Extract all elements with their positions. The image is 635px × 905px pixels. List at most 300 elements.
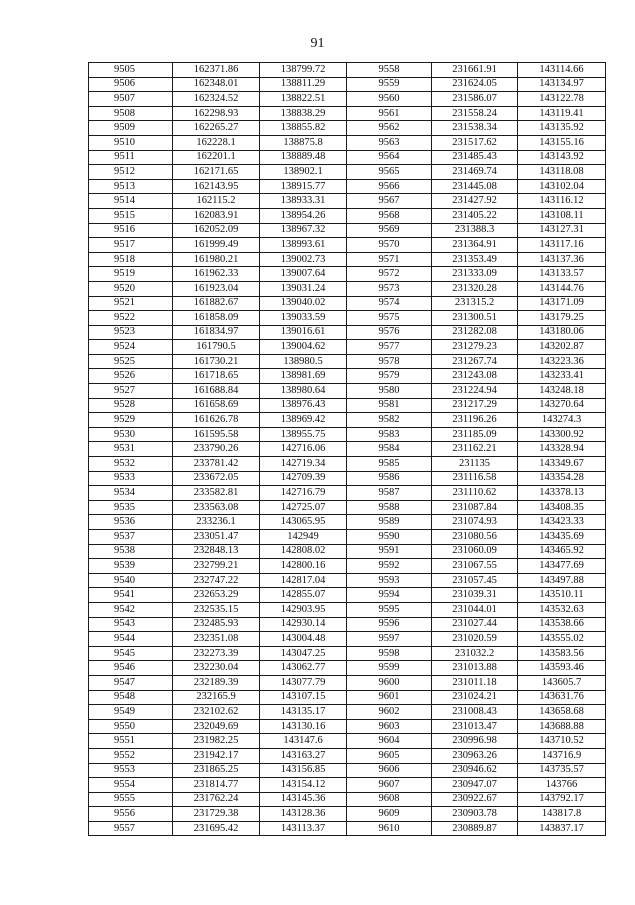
y-coordinate-cell: 143270.64 [518, 398, 606, 413]
point-id-cell: 9578 [347, 354, 432, 369]
x-coordinate-cell: 162348.01 [173, 77, 260, 92]
y-coordinate-cell: 143133.57 [518, 267, 606, 282]
point-id-cell: 9553 [89, 763, 173, 778]
x-coordinate-cell: 231364.91 [432, 238, 518, 253]
x-coordinate-cell: 231024.21 [432, 690, 518, 705]
x-coordinate-cell: 231020.59 [432, 632, 518, 647]
x-coordinate-cell: 231814.77 [173, 778, 260, 793]
y-coordinate-cell: 143354.28 [518, 471, 606, 486]
point-id-cell: 9505 [89, 63, 173, 78]
y-coordinate-cell: 142817.04 [260, 573, 347, 588]
x-coordinate-cell: 231405.22 [432, 208, 518, 223]
point-id-cell: 9528 [89, 398, 173, 413]
x-coordinate-cell: 231224.94 [432, 384, 518, 399]
table-row [89, 457, 606, 472]
x-coordinate-cell: 161980.21 [173, 252, 260, 267]
table-row [89, 471, 606, 486]
y-coordinate-cell: 143465.92 [518, 544, 606, 559]
x-coordinate-cell: 231057.45 [432, 573, 518, 588]
x-coordinate-cell: 162298.93 [173, 106, 260, 121]
y-coordinate-cell: 143497.88 [518, 573, 606, 588]
x-coordinate-cell: 231032.2 [432, 646, 518, 661]
x-coordinate-cell: 231060.09 [432, 544, 518, 559]
x-coordinate-cell: 231538.34 [432, 121, 518, 136]
x-coordinate-cell: 162171.65 [173, 165, 260, 180]
table-row [89, 792, 606, 807]
y-coordinate-cell: 142930.14 [260, 617, 347, 632]
y-coordinate-cell: 138955.75 [260, 427, 347, 442]
y-coordinate-cell: 143107.15 [260, 690, 347, 705]
table-row [89, 778, 606, 793]
x-coordinate-cell: 232485.93 [173, 617, 260, 632]
point-id-cell: 9551 [89, 734, 173, 749]
point-id-cell: 9559 [347, 77, 432, 92]
point-id-cell: 9511 [89, 150, 173, 165]
y-coordinate-cell: 139031.24 [260, 281, 347, 296]
table-row [89, 165, 606, 180]
x-coordinate-cell: 231008.43 [432, 705, 518, 720]
x-coordinate-cell: 162228.1 [173, 135, 260, 150]
y-coordinate-cell: 143145.36 [260, 792, 347, 807]
page-number: 91 [310, 36, 325, 51]
y-coordinate-cell: 143155.16 [518, 135, 606, 150]
x-coordinate-cell: 231185.09 [432, 427, 518, 442]
x-coordinate-cell: 231110.62 [432, 486, 518, 501]
point-id-cell: 9606 [347, 763, 432, 778]
table-row [89, 194, 606, 209]
table-row [89, 734, 606, 749]
x-coordinate-cell: 230889.87 [432, 821, 518, 836]
point-id-cell: 9604 [347, 734, 432, 749]
point-id-cell: 9518 [89, 252, 173, 267]
y-coordinate-cell: 139016.61 [260, 325, 347, 340]
y-coordinate-cell: 143047.25 [260, 646, 347, 661]
point-id-cell: 9541 [89, 588, 173, 603]
point-id-cell: 9556 [89, 807, 173, 822]
point-id-cell: 9514 [89, 194, 173, 209]
table-row [89, 617, 606, 632]
y-coordinate-cell: 143423.33 [518, 515, 606, 530]
point-id-cell: 9566 [347, 179, 432, 194]
y-coordinate-cell: 143837.17 [518, 821, 606, 836]
y-coordinate-cell: 139004.62 [260, 340, 347, 355]
x-coordinate-cell: 231695.42 [173, 821, 260, 836]
point-id-cell: 9587 [347, 486, 432, 501]
y-coordinate-cell: 138799.72 [260, 63, 347, 78]
point-id-cell: 9554 [89, 778, 173, 793]
x-coordinate-cell: 231243.08 [432, 369, 518, 384]
y-coordinate-cell: 143130.16 [260, 719, 347, 734]
y-coordinate-cell: 143328.94 [518, 442, 606, 457]
y-coordinate-cell: 138915.77 [260, 179, 347, 194]
point-id-cell: 9507 [89, 92, 173, 107]
x-coordinate-cell: 231427.92 [432, 194, 518, 209]
point-id-cell: 9537 [89, 530, 173, 545]
y-coordinate-cell: 143143.92 [518, 150, 606, 165]
y-coordinate-cell: 143180.06 [518, 325, 606, 340]
x-coordinate-cell: 233672.05 [173, 471, 260, 486]
y-coordinate-cell: 143792.17 [518, 792, 606, 807]
x-coordinate-cell: 161834.97 [173, 325, 260, 340]
y-coordinate-cell: 143408.35 [518, 500, 606, 515]
y-coordinate-cell: 143248.18 [518, 384, 606, 399]
x-coordinate-cell: 161962.33 [173, 267, 260, 282]
point-id-cell: 9591 [347, 544, 432, 559]
x-coordinate-cell: 231067.55 [432, 559, 518, 574]
table-row [89, 690, 606, 705]
x-coordinate-cell: 230947.07 [432, 778, 518, 793]
x-coordinate-cell: 162143.95 [173, 179, 260, 194]
table-row [89, 369, 606, 384]
x-coordinate-cell: 231333.09 [432, 267, 518, 282]
x-coordinate-cell: 161923.04 [173, 281, 260, 296]
point-id-cell: 9523 [89, 325, 173, 340]
point-id-cell: 9522 [89, 311, 173, 326]
point-id-cell: 9569 [347, 223, 432, 238]
y-coordinate-cell: 142808.02 [260, 544, 347, 559]
y-coordinate-cell: 143688.88 [518, 719, 606, 734]
table-row [89, 77, 606, 92]
y-coordinate-cell: 143716.9 [518, 748, 606, 763]
table-row [89, 340, 606, 355]
y-coordinate-cell: 143102.04 [518, 179, 606, 194]
y-coordinate-cell: 138993.61 [260, 238, 347, 253]
point-id-cell: 9570 [347, 238, 432, 253]
point-id-cell: 9531 [89, 442, 173, 457]
point-id-cell: 9530 [89, 427, 173, 442]
point-id-cell: 9532 [89, 457, 173, 472]
point-id-cell: 9576 [347, 325, 432, 340]
y-coordinate-cell: 143114.66 [518, 63, 606, 78]
table-row [89, 661, 606, 676]
x-coordinate-cell: 231135 [432, 457, 518, 472]
x-coordinate-cell: 231942.17 [173, 748, 260, 763]
point-id-cell: 9555 [89, 792, 173, 807]
y-coordinate-cell: 143349.67 [518, 457, 606, 472]
point-id-cell: 9603 [347, 719, 432, 734]
x-coordinate-cell: 233781.42 [173, 457, 260, 472]
y-coordinate-cell: 143117.16 [518, 238, 606, 253]
x-coordinate-cell: 231196.26 [432, 413, 518, 428]
x-coordinate-cell: 231624.05 [432, 77, 518, 92]
y-coordinate-cell: 143134.97 [518, 77, 606, 92]
x-coordinate-cell: 232653.29 [173, 588, 260, 603]
point-id-cell: 9540 [89, 573, 173, 588]
point-id-cell: 9506 [89, 77, 173, 92]
table-row [89, 135, 606, 150]
point-id-cell: 9534 [89, 486, 173, 501]
y-coordinate-cell: 138969.42 [260, 413, 347, 428]
y-coordinate-cell: 138933.31 [260, 194, 347, 209]
point-id-cell: 9600 [347, 675, 432, 690]
x-coordinate-cell: 233790.26 [173, 442, 260, 457]
table-row [89, 530, 606, 545]
x-coordinate-cell: 161790.5 [173, 340, 260, 355]
x-coordinate-cell: 162371.86 [173, 63, 260, 78]
x-coordinate-cell: 232848.13 [173, 544, 260, 559]
y-coordinate-cell: 139002.73 [260, 252, 347, 267]
table-row [89, 281, 606, 296]
table-row [89, 763, 606, 778]
y-coordinate-cell: 139040.02 [260, 296, 347, 311]
x-coordinate-cell: 232535.15 [173, 602, 260, 617]
point-id-cell: 9513 [89, 179, 173, 194]
point-id-cell: 9565 [347, 165, 432, 180]
point-id-cell: 9525 [89, 354, 173, 369]
point-id-cell: 9574 [347, 296, 432, 311]
point-id-cell: 9521 [89, 296, 173, 311]
x-coordinate-cell: 232230.04 [173, 661, 260, 676]
x-coordinate-cell: 161999.49 [173, 238, 260, 253]
y-coordinate-cell: 138954.26 [260, 208, 347, 223]
x-coordinate-cell: 161858.09 [173, 311, 260, 326]
table-row [89, 267, 606, 282]
x-coordinate-cell: 231729.38 [173, 807, 260, 822]
table-row [89, 413, 606, 428]
y-coordinate-cell: 138980.5 [260, 354, 347, 369]
table-row [89, 675, 606, 690]
table-row [89, 719, 606, 734]
x-coordinate-cell: 162052.09 [173, 223, 260, 238]
x-coordinate-cell: 232049.69 [173, 719, 260, 734]
y-coordinate-cell: 143065.95 [260, 515, 347, 530]
point-id-cell: 9594 [347, 588, 432, 603]
y-coordinate-cell: 143116.12 [518, 194, 606, 209]
y-coordinate-cell: 142800.16 [260, 559, 347, 574]
y-coordinate-cell: 142716.06 [260, 442, 347, 457]
x-coordinate-cell: 230922.67 [432, 792, 518, 807]
y-coordinate-cell: 142709.39 [260, 471, 347, 486]
x-coordinate-cell: 161882.67 [173, 296, 260, 311]
table-row [89, 602, 606, 617]
point-id-cell: 9542 [89, 602, 173, 617]
point-id-cell: 9599 [347, 661, 432, 676]
point-id-cell: 9581 [347, 398, 432, 413]
x-coordinate-cell: 231080.56 [432, 530, 518, 545]
x-coordinate-cell: 231267.74 [432, 354, 518, 369]
y-coordinate-cell: 143555.02 [518, 632, 606, 647]
point-id-cell: 9589 [347, 515, 432, 530]
x-coordinate-cell: 231116.58 [432, 471, 518, 486]
x-coordinate-cell: 161730.21 [173, 354, 260, 369]
point-id-cell: 9544 [89, 632, 173, 647]
point-id-cell: 9557 [89, 821, 173, 836]
x-coordinate-cell: 231469.74 [432, 165, 518, 180]
x-coordinate-cell: 231517.62 [432, 135, 518, 150]
point-id-cell: 9567 [347, 194, 432, 209]
y-coordinate-cell: 143538.66 [518, 617, 606, 632]
y-coordinate-cell: 138976.43 [260, 398, 347, 413]
point-id-cell: 9584 [347, 442, 432, 457]
x-coordinate-cell: 231315.2 [432, 296, 518, 311]
y-coordinate-cell: 143631.76 [518, 690, 606, 705]
y-coordinate-cell: 139033.59 [260, 311, 347, 326]
y-coordinate-cell: 138967.32 [260, 223, 347, 238]
x-coordinate-cell: 231586.07 [432, 92, 518, 107]
table-row [89, 325, 606, 340]
y-coordinate-cell: 143127.31 [518, 223, 606, 238]
x-coordinate-cell: 231013.47 [432, 719, 518, 734]
point-id-cell: 9609 [347, 807, 432, 822]
point-id-cell: 9586 [347, 471, 432, 486]
x-coordinate-cell: 231013.88 [432, 661, 518, 676]
y-coordinate-cell: 143274.3 [518, 413, 606, 428]
x-coordinate-cell: 231011.18 [432, 675, 518, 690]
x-coordinate-cell: 231353.49 [432, 252, 518, 267]
point-id-cell: 9575 [347, 311, 432, 326]
point-id-cell: 9563 [347, 135, 432, 150]
point-id-cell: 9568 [347, 208, 432, 223]
table-row [89, 559, 606, 574]
y-coordinate-cell: 143118.08 [518, 165, 606, 180]
table-row [89, 354, 606, 369]
y-coordinate-cell: 143605.7 [518, 675, 606, 690]
table-row [89, 150, 606, 165]
point-id-cell: 9592 [347, 559, 432, 574]
point-id-cell: 9602 [347, 705, 432, 720]
point-id-cell: 9538 [89, 544, 173, 559]
point-id-cell: 9552 [89, 748, 173, 763]
x-coordinate-cell: 232102.62 [173, 705, 260, 720]
y-coordinate-cell: 143510.11 [518, 588, 606, 603]
x-coordinate-cell: 232189.39 [173, 675, 260, 690]
point-id-cell: 9572 [347, 267, 432, 282]
y-coordinate-cell: 143710.52 [518, 734, 606, 749]
y-coordinate-cell: 143179.25 [518, 311, 606, 326]
table-row [89, 398, 606, 413]
point-id-cell: 9509 [89, 121, 173, 136]
table-row [89, 646, 606, 661]
table-row [89, 500, 606, 515]
point-id-cell: 9549 [89, 705, 173, 720]
point-id-cell: 9535 [89, 500, 173, 515]
y-coordinate-cell: 142725.07 [260, 500, 347, 515]
y-coordinate-cell: 143435.69 [518, 530, 606, 545]
y-coordinate-cell: 143300.92 [518, 427, 606, 442]
y-coordinate-cell: 143137.36 [518, 252, 606, 267]
x-coordinate-cell: 230963.26 [432, 748, 518, 763]
y-coordinate-cell: 143147.6 [260, 734, 347, 749]
y-coordinate-cell: 143163.27 [260, 748, 347, 763]
y-coordinate-cell: 138822.51 [260, 92, 347, 107]
y-coordinate-cell: 138875.8 [260, 135, 347, 150]
x-coordinate-cell: 233563.08 [173, 500, 260, 515]
point-id-cell: 9536 [89, 515, 173, 530]
x-coordinate-cell: 231388.3 [432, 223, 518, 238]
x-coordinate-cell: 231485.43 [432, 150, 518, 165]
x-coordinate-cell: 232273.39 [173, 646, 260, 661]
y-coordinate-cell: 138980.64 [260, 384, 347, 399]
x-coordinate-cell: 230996.98 [432, 734, 518, 749]
x-coordinate-cell: 231300.51 [432, 311, 518, 326]
y-coordinate-cell: 143477.69 [518, 559, 606, 574]
y-coordinate-cell: 142719.34 [260, 457, 347, 472]
point-id-cell: 9561 [347, 106, 432, 121]
table-row [89, 252, 606, 267]
x-coordinate-cell: 161658.69 [173, 398, 260, 413]
x-coordinate-cell: 231445.08 [432, 179, 518, 194]
y-coordinate-cell: 143004.48 [260, 632, 347, 647]
point-id-cell: 9582 [347, 413, 432, 428]
y-coordinate-cell: 143766 [518, 778, 606, 793]
x-coordinate-cell: 231279.23 [432, 340, 518, 355]
table-row [89, 311, 606, 326]
coordinates-table [88, 62, 606, 836]
y-coordinate-cell: 143202.87 [518, 340, 606, 355]
point-id-cell: 9573 [347, 281, 432, 296]
x-coordinate-cell: 233236.1 [173, 515, 260, 530]
point-id-cell: 9608 [347, 792, 432, 807]
x-coordinate-cell: 231982.25 [173, 734, 260, 749]
point-id-cell: 9508 [89, 106, 173, 121]
x-coordinate-cell: 230903.78 [432, 807, 518, 822]
x-coordinate-cell: 162324.52 [173, 92, 260, 107]
point-id-cell: 9550 [89, 719, 173, 734]
x-coordinate-cell: 231039.31 [432, 588, 518, 603]
point-id-cell: 9595 [347, 602, 432, 617]
x-coordinate-cell: 232799.21 [173, 559, 260, 574]
point-id-cell: 9512 [89, 165, 173, 180]
y-coordinate-cell: 143128.36 [260, 807, 347, 822]
table-row [89, 748, 606, 763]
y-coordinate-cell: 143233.41 [518, 369, 606, 384]
x-coordinate-cell: 232351.08 [173, 632, 260, 647]
point-id-cell: 9533 [89, 471, 173, 486]
table-row [89, 442, 606, 457]
point-id-cell: 9564 [347, 150, 432, 165]
x-coordinate-cell: 230946.62 [432, 763, 518, 778]
point-id-cell: 9524 [89, 340, 173, 355]
y-coordinate-cell: 143119.41 [518, 106, 606, 121]
y-coordinate-cell: 142855.07 [260, 588, 347, 603]
point-id-cell: 9519 [89, 267, 173, 282]
point-id-cell: 9545 [89, 646, 173, 661]
x-coordinate-cell: 231661.91 [432, 63, 518, 78]
x-coordinate-cell: 233582.81 [173, 486, 260, 501]
point-id-cell: 9593 [347, 573, 432, 588]
x-coordinate-cell: 233051.47 [173, 530, 260, 545]
y-coordinate-cell: 143583.56 [518, 646, 606, 661]
table-row [89, 486, 606, 501]
table-row [89, 544, 606, 559]
x-coordinate-cell: 231074.93 [432, 515, 518, 530]
point-id-cell: 9583 [347, 427, 432, 442]
point-id-cell: 9510 [89, 135, 173, 150]
x-coordinate-cell: 162115.2 [173, 194, 260, 209]
point-id-cell: 9539 [89, 559, 173, 574]
y-coordinate-cell: 143135.92 [518, 121, 606, 136]
table-row [89, 121, 606, 136]
table-row [89, 807, 606, 822]
y-coordinate-cell: 143062.77 [260, 661, 347, 676]
table-row [89, 384, 606, 399]
table-row [89, 515, 606, 530]
table-row [89, 573, 606, 588]
x-coordinate-cell: 231162.21 [432, 442, 518, 457]
x-coordinate-cell: 231558.24 [432, 106, 518, 121]
x-coordinate-cell: 161626.78 [173, 413, 260, 428]
table-row [89, 588, 606, 603]
y-coordinate-cell: 139007.64 [260, 267, 347, 282]
table-row [89, 821, 606, 836]
table-row [89, 705, 606, 720]
point-id-cell: 9580 [347, 384, 432, 399]
y-coordinate-cell: 143122.78 [518, 92, 606, 107]
y-coordinate-cell: 143223.36 [518, 354, 606, 369]
point-id-cell: 9517 [89, 238, 173, 253]
x-coordinate-cell: 232747.22 [173, 573, 260, 588]
table-row [89, 106, 606, 121]
